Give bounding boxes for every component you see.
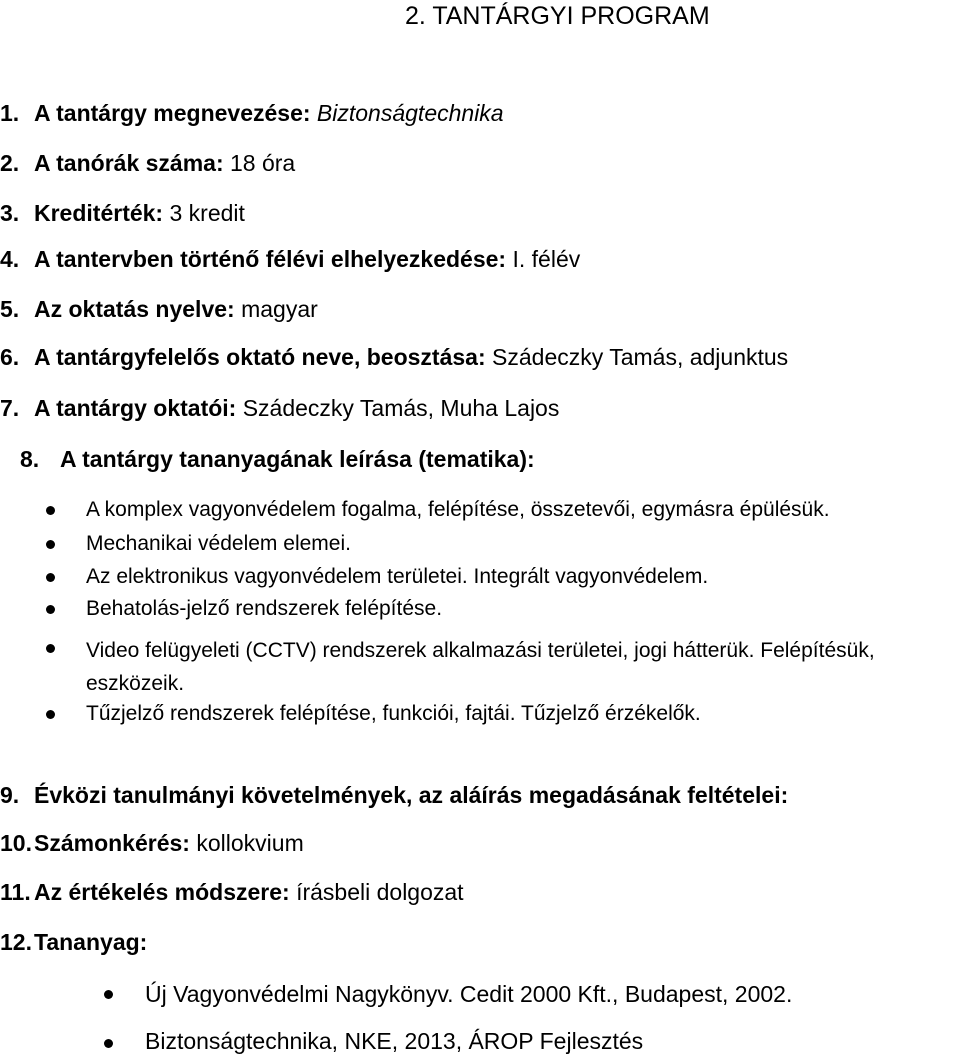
list-item: A komplex vagyonvédelem fogalma, felépítése, összetevői, egymásra épülésük. [86, 498, 830, 521]
item-semester [0, 245, 580, 273]
item-label: A tantárgy oktatói: [34, 395, 243, 421]
item-evaluation-method [0, 878, 464, 906]
item-value: írásbeli dolgozat [296, 879, 464, 905]
item-label: A tantervben történő félévi elhelyezkedése: [34, 246, 513, 272]
page-title [405, 1, 710, 31]
item-label: Számonkérés: [34, 830, 197, 856]
item-number: 2. [0, 150, 20, 176]
item-value: 18 óra [230, 150, 296, 176]
item-number: 1. [0, 100, 20, 126]
item-label: Az értékelés módszere: [34, 879, 297, 905]
item-value: I. félév [512, 246, 581, 272]
item-number: 11. [0, 879, 31, 905]
item-value: Szádeczky Tamás, adjunktus [492, 344, 789, 370]
item-number: 10. [0, 830, 32, 856]
item-label: A tantárgy megnevezése: [34, 100, 317, 126]
item-subject-name [0, 99, 504, 127]
item-examination [0, 829, 304, 857]
list-item: Új Vagyonvédelmi Nagykönyv. Cedit 2000 Kft., Budapest, 2002. [145, 981, 793, 1007]
list-item: Az elektronikus vagyonvédelem területei. Integrált vagyonvédelem. [86, 565, 709, 588]
item-label: Kreditérték: [34, 200, 170, 226]
item-label: Évközi tanulmányi követelmények, az aláírás megadásának feltételei: [34, 782, 789, 808]
list-item: Biztonságtechnika, NKE, 2013, ÁROP Fejlesztés [145, 1028, 644, 1054]
item-lesson-count [0, 149, 295, 177]
item-number: 8. [20, 446, 40, 472]
item-value: magyar [241, 296, 318, 322]
item-number: 6. [0, 344, 20, 370]
bullet-icon [46, 573, 55, 582]
item-value: Szádeczky Tamás, Muha Lajos [242, 395, 560, 421]
item-number: 4. [0, 246, 20, 272]
item-label: Tananyag: [34, 929, 148, 955]
item-number: 12. [0, 929, 32, 955]
list-item: Tűzjelző rendszerek felépítése, funkciói, fajtái. Tűzjelző érzékelők. [86, 702, 701, 725]
bullet-icon [46, 710, 55, 719]
list-item: Behatolás-jelző rendszerek felépítése. [86, 597, 443, 620]
item-number: 9. [0, 782, 20, 808]
item-language [0, 295, 318, 323]
item-number: 5. [0, 296, 20, 322]
item-requirements [0, 781, 788, 809]
item-material [0, 928, 147, 956]
list-item: Video felügyeleti (CCTV) rendszerek alkalmazási területei, jogi hátterük. Felépítésük, eszközeik. [86, 639, 875, 695]
item-value: Biztonságtechnika [316, 100, 504, 126]
bullet-icon [46, 605, 55, 614]
item-thematics [20, 445, 535, 473]
item-responsible-teacher [0, 343, 788, 371]
item-label: A tanórák száma: [34, 150, 230, 176]
item-label: A tantárgyfelelős oktató neve, beosztása: [34, 344, 493, 370]
item-number: 7. [0, 395, 20, 421]
item-number: 3. [0, 200, 20, 226]
bullet-icon [104, 990, 113, 999]
list-item: Mechanikai védelem elemei. [86, 532, 351, 555]
bullet-icon [104, 1039, 113, 1048]
item-teachers [0, 394, 559, 422]
item-label: A tantárgy tananyagának leírása (tematika): [60, 446, 535, 472]
bullet-icon [46, 506, 55, 515]
bullet-icon [46, 644, 55, 653]
item-label: Az oktatás nyelve: [34, 296, 242, 322]
bullet-icon [46, 540, 55, 549]
page-title-text: 2. TANTÁRGYI PROGRAM [405, 2, 710, 30]
item-value: kollokvium [196, 830, 304, 856]
item-credit-value [0, 199, 245, 227]
item-value: 3 kredit [169, 200, 245, 226]
